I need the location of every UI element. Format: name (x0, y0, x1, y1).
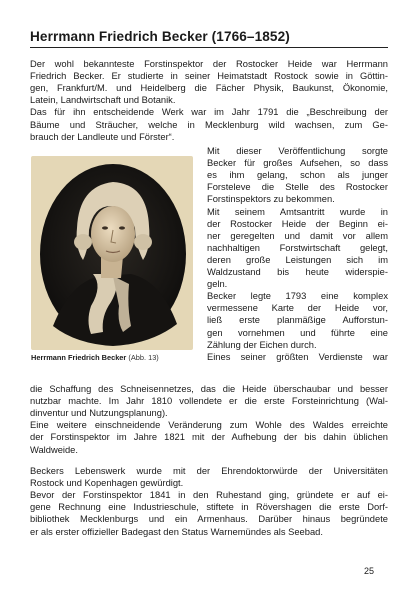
text-line: Eines seiner größten Verdienste war (207, 351, 388, 362)
portrait-image (31, 156, 193, 350)
text-line: Becker für großes Aufsehen, so dass (207, 158, 388, 169)
text-line: Friedrich Becker. Er studierte in seiner Heimatstadt Rostock sowie in Göttin- (30, 71, 388, 82)
text-line: bibliothek Mecklenburgs und ein Armenhaus. Darüber hinaus begründete (30, 514, 388, 525)
text-line: Mit seinem Amtsantritt wurde in (207, 206, 388, 217)
text-line: Forstinspektors zu bekommen. (207, 194, 335, 205)
text-line: Bäume und Sträucher, welche in Mecklenburg wild wachsen, zum Ge- (30, 119, 388, 130)
text-line: Eine weitere einschneidende Veränderung zum Wohle des Waldes erreichte (30, 420, 388, 431)
text-line: ließ erste planmäßige Aufforstun- (207, 315, 388, 326)
text-line: Becker legte 1793 eine komplex (207, 291, 388, 302)
text-line: der Rostocker Heide der Beginn ei- (207, 218, 388, 229)
text-line: Latein, Landwirtschaft und Botanik. (30, 95, 176, 106)
text-line: Beckers Lebenswerk wurde mit der Ehrendoktorwürde der Universitäten (30, 466, 388, 476)
text-line: Das für ihn entscheidende Werk war im Jahr 1791 die „Beschreibung der (30, 107, 388, 118)
text-line: Zählung der Eichen durch. (207, 339, 317, 350)
text-line: Der wohl bekannteste Forstinspektor der Rostocker Heide war Herrmann (30, 59, 388, 69)
text-line: dinventur und Nutzungsplanung). (30, 408, 168, 419)
text-line: Rostock und Kopenhagen gewürdigt. (30, 478, 184, 489)
text-line: Bevor der Forstinspektor 1841 in den Ruhestand ging, gründete er auf ei- (30, 490, 388, 501)
page-title: Herrmann Friedrich Becker (1766–1852) (30, 29, 290, 44)
text-line: geln. (207, 279, 228, 290)
text-line: er als erster offizieller Badegast den Status Warnemündes als Seebad. (30, 526, 323, 537)
text-line: die Schaffung des Schneisennetzes, das die Heide überschaubar und besser (30, 384, 388, 394)
caption-figure-ref: (Abb. 13) (128, 353, 159, 362)
text-line: nutzbar machte. Im Jahr 1810 vollendete er die erste Forsteinrichtung (Wal- (30, 396, 388, 407)
portrait-illustration (31, 156, 193, 350)
text-line: brauch der Landleute und Förster“. (30, 131, 175, 142)
text-line: ner geregelten und damit vor allem (207, 230, 388, 241)
text-line: Mit dieser Veröffentlichung sorgte (207, 146, 388, 156)
text-line: nachhaltigen Forstwirtschaft gelegt, (207, 242, 388, 253)
text-line: vermessene Karte der Heide vor, (207, 303, 388, 314)
page-number: 25 (364, 566, 375, 576)
text-line: gen vornehmen und führte eine (207, 327, 388, 338)
text-line: gene Rechnung eine Industrieschule, stiftete in Rövershagen die erste Dorf- (30, 502, 388, 513)
text-line: es ihm gelang, schon als junger (207, 170, 388, 181)
text-line: Waldzustand bis heute widerspie- (207, 267, 388, 277)
text-line: Forsteleve die Stelle des Rostocker (207, 182, 388, 193)
text-line: deren große Leistungen sich im (207, 254, 388, 265)
portrait-caption (31, 353, 159, 362)
title-underline (30, 47, 388, 48)
text-line: Waldweide. (30, 444, 78, 455)
text-line: gen, Frankfurt/M. und Heidelberg die Fächer Physik, Baukunst, Ökonomie, (30, 83, 388, 94)
text-line: der Forstinspektor im Jahre 1821 mit der Aufhebung der bis dahin üblichen (30, 432, 388, 443)
caption-name: Herrmann Friedrich Becker (31, 353, 127, 362)
